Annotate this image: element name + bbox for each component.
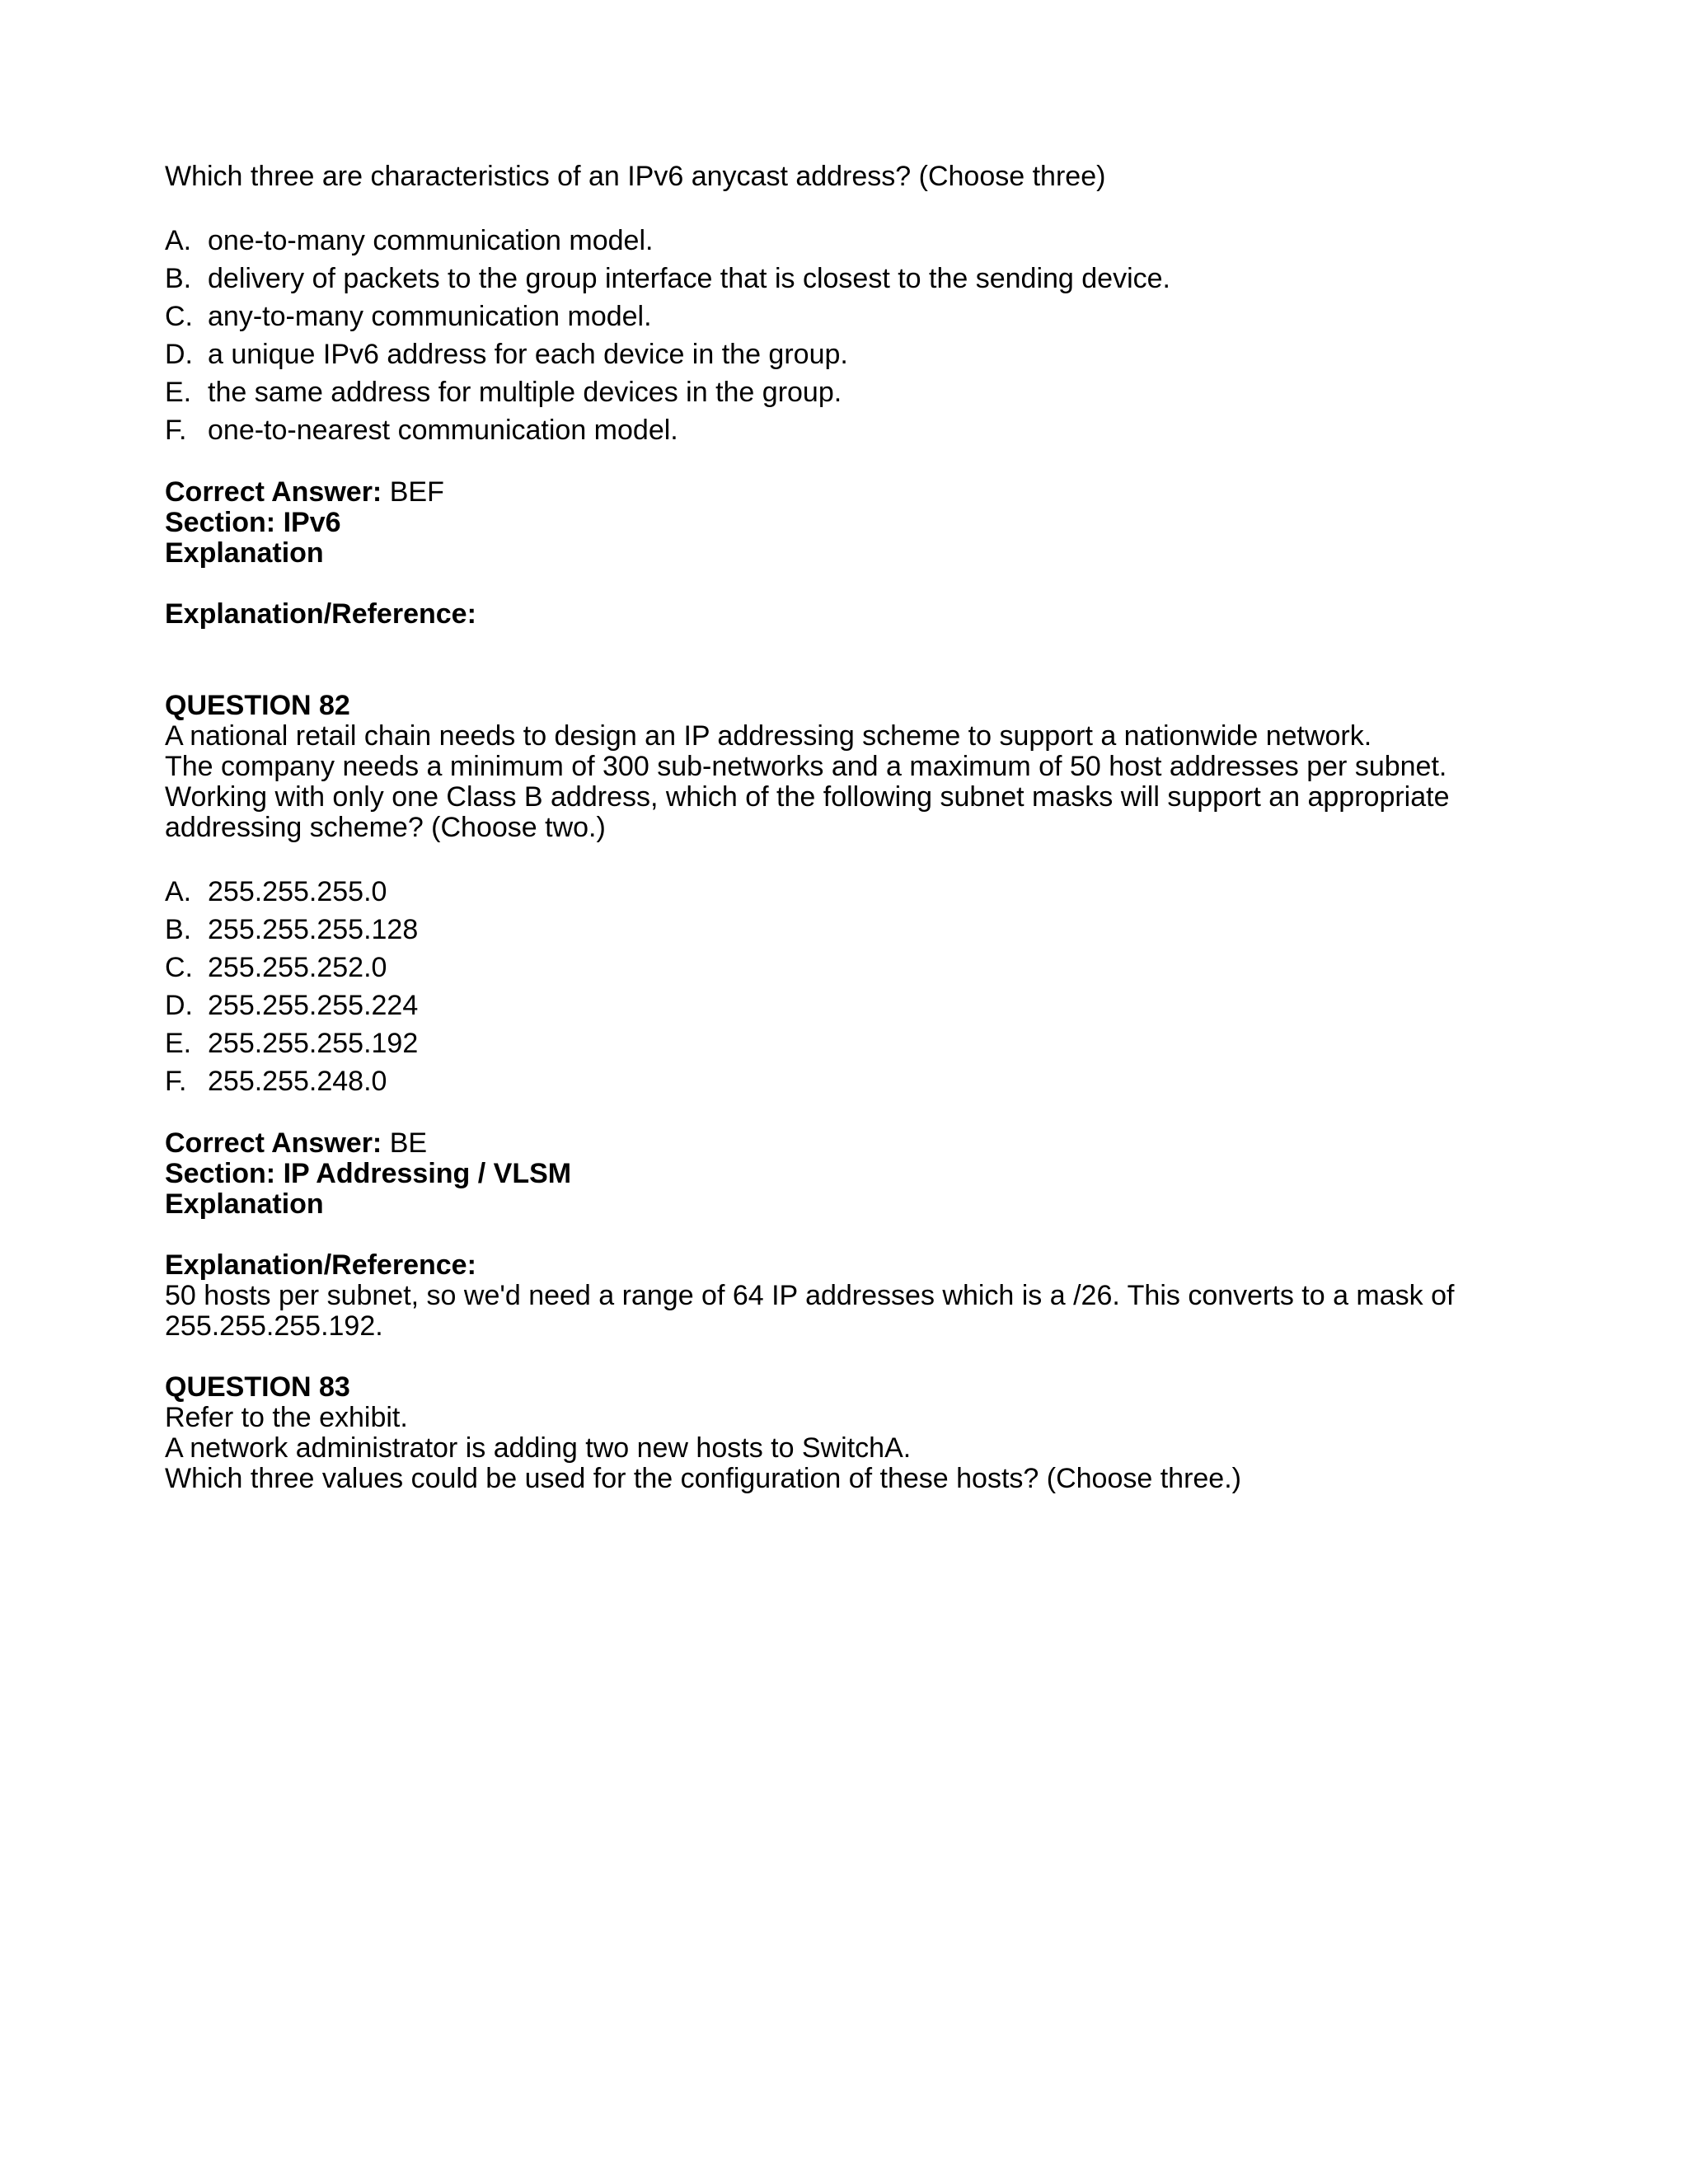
option-d: [165, 335, 1451, 373]
correct-answer-label: Correct Answer:: [165, 1127, 382, 1159]
question-text-line: addressing scheme? (Choose two.): [165, 812, 606, 843]
option-text: 255.255.255.192: [208, 1028, 419, 1059]
option-text: 255.255.248.0: [208, 1066, 387, 1097]
option-letter: F.: [165, 415, 187, 446]
explanation-heading: Explanation: [165, 1188, 324, 1220]
option-text: a unique IPv6 address for each device in the group.: [208, 339, 848, 370]
section-label: Section: IPv6: [165, 507, 341, 538]
explanation-text-line: 255.255.255.192.: [165, 1310, 383, 1342]
option-b: [165, 260, 1451, 298]
document-page: [165, 161, 1455, 1494]
question-82: [165, 690, 1455, 1342]
question-83: [165, 1372, 1451, 1494]
option-d: [165, 987, 1451, 1024]
answer-meta: [165, 1128, 1451, 1220]
option-letter: E.: [165, 377, 192, 408]
correct-answer-value: BE: [389, 1127, 428, 1159]
option-text: 255.255.252.0: [208, 952, 387, 983]
answer-options: [165, 873, 1451, 1100]
option-text: the same address for multiple devices in the group.: [208, 377, 842, 408]
question-text-line: A network administrator is adding two new hosts to SwitchA.: [165, 1432, 912, 1464]
option-e: [165, 373, 1451, 411]
option-f: [165, 411, 1451, 449]
option-c: [165, 949, 1451, 987]
question-stem: Which three are characteristics of an IPv6 anycast address? (Choose three): [165, 161, 1106, 192]
option-b: [165, 911, 1451, 949]
option-letter: D.: [165, 990, 193, 1021]
option-letter: A.: [165, 225, 192, 256]
correct-answer-value: BEF: [389, 476, 444, 508]
explanation-reference: [165, 1249, 1455, 1342]
correct-answer-label: Correct Answer:: [165, 476, 382, 508]
option-text: 255.255.255.0: [208, 876, 387, 907]
correct-answer: [165, 1128, 1451, 1159]
answer-options: [165, 222, 1451, 449]
explanation-heading: Explanation: [165, 537, 324, 569]
answer-meta: [165, 477, 1451, 569]
option-letter: B.: [165, 263, 192, 294]
option-letter: E.: [165, 1028, 192, 1059]
option-letter: B.: [165, 914, 192, 945]
question-text-line: The company needs a minimum of 300 sub-networks and a maximum of 50 host addresses per subnet.: [165, 751, 1447, 782]
question-81: [165, 162, 1451, 630]
option-text: 255.255.255.224: [208, 990, 419, 1021]
option-letter: C.: [165, 301, 193, 332]
explanation-reference-heading: Explanation/Reference:: [165, 598, 476, 630]
option-f: [165, 1062, 1451, 1100]
option-letter: C.: [165, 952, 193, 983]
option-text: any-to-many communication model.: [208, 301, 652, 332]
option-text: delivery of packets to the group interface that is closest to the sending device.: [208, 263, 1171, 294]
option-text: 255.255.255.128: [208, 914, 419, 945]
question-text-line: Refer to the exhibit.: [165, 1402, 408, 1433]
section-label: Section: IP Addressing / VLSM: [165, 1158, 572, 1189]
question-text-line: A national retail chain needs to design an IP addressing scheme to support a nationwide network.: [165, 720, 1372, 752]
explanation-text-line: 50 hosts per subnet, so we'd need a range of 64 IP addresses which is a /26. This converts to a mask of: [165, 1280, 1455, 1311]
option-letter: D.: [165, 339, 193, 370]
option-letter: A.: [165, 876, 192, 907]
option-a: [165, 873, 1451, 911]
option-text: one-to-nearest communication model.: [208, 415, 678, 446]
option-c: [165, 298, 1451, 335]
question-text-line: Which three values could be used for the configuration of these hosts? (Choose three.): [165, 1463, 1241, 1494]
option-e: [165, 1024, 1451, 1062]
correct-answer: [165, 477, 1451, 508]
option-text: one-to-many communication model.: [208, 225, 654, 256]
question-title: QUESTION 82: [165, 690, 350, 721]
question-title: QUESTION 83: [165, 1371, 350, 1403]
option-a: [165, 222, 1451, 260]
question-text-line: Working with only one Class B address, which of the following subnet masks will support an appropriate: [165, 781, 1450, 813]
explanation-reference-heading: Explanation/Reference:: [165, 1249, 476, 1281]
option-letter: F.: [165, 1066, 187, 1097]
